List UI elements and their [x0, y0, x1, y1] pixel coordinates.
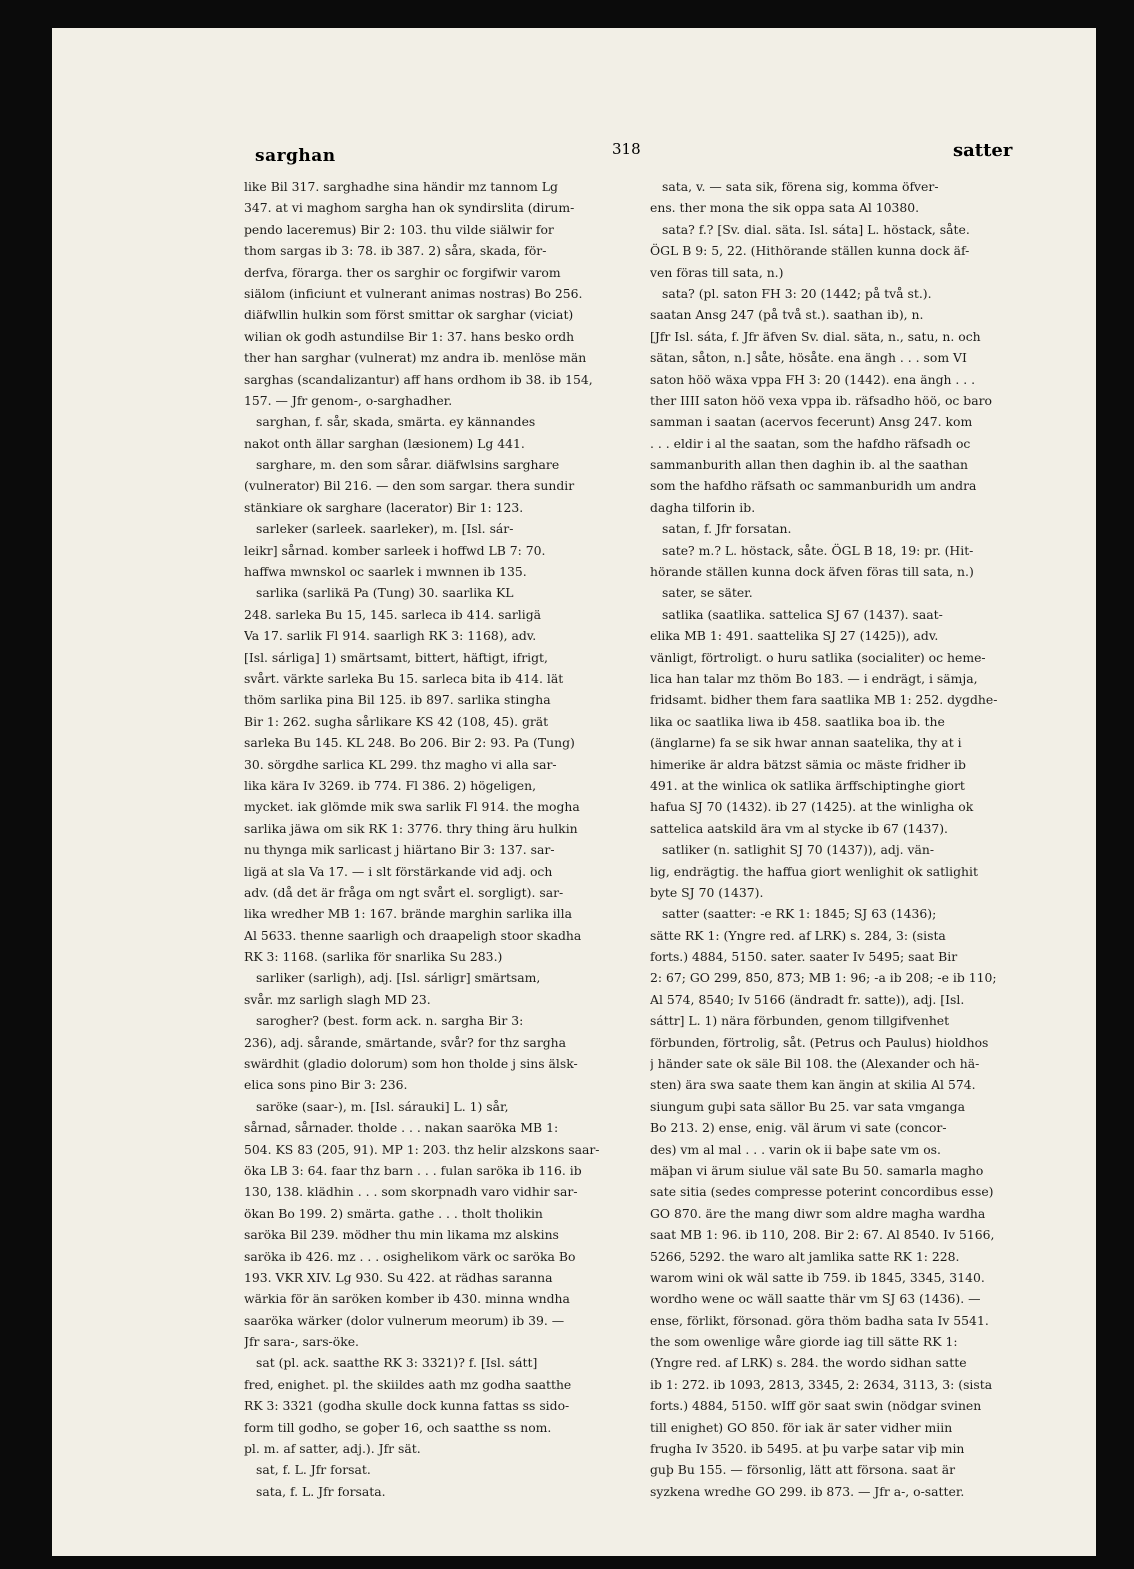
text-line: sårnad, sårnader. tholde . . . nakan saaröka MB 1:	[244, 1120, 559, 1136]
left-column	[244, 176, 632, 1502]
text-line: 130, 138. klädhin . . . som skorpnadh varo vidhir sar-	[244, 1184, 578, 1200]
text-line: 504. KS 83 (205, 91). MP 1: 203. thz helir alzskons saar-	[244, 1141, 600, 1157]
text-line: haffwa mwnskol oc saarlek i mwnnen ib 135.	[244, 564, 527, 580]
text-line: lika oc saatlika liwa ib 458. saatlika boa ib. the	[650, 713, 945, 729]
text-line: sätan, såton, n.] såte, hösåte. ena ängh . . . som VI	[650, 350, 967, 366]
text-line: forts.) 4884, 5150. wIff gör saat swin (nödgar svinen	[650, 1398, 982, 1414]
text-line: derfva, förarga. ther os sarghir oc forgifwir varom	[244, 264, 561, 280]
text-line: 236), adj. sårande, smärtande, svår? for thz sargha	[244, 1034, 567, 1050]
text-line: wilian ok godh astundilse Bir 1: 37. hans besko ordh	[244, 328, 575, 344]
text-line: . . . eldir i al the saatan, som the hafdho räfsadh oc	[650, 435, 971, 451]
text-line: saat MB 1: 96. ib 110, 208. Bir 2: 67. Al 8540. Iv 5166,	[650, 1227, 995, 1243]
text-line: satter (saatter: -e RK 1: 1845; SJ 63 (1436);	[662, 906, 937, 922]
text-line: sarogher? (best. form ack. n. sargha Bir 3:	[256, 1013, 524, 1029]
text-line: [Jfr Isl. sáta, f. Jfr äfven Sv. dial. säta, n., satu, n. och	[650, 328, 981, 344]
text-line: hafua SJ 70 (1432). ib 27 (1425). at the winligha ok	[650, 799, 974, 815]
text-line: 157. — Jfr genom-, o-sarghadher.	[244, 392, 453, 408]
text-line: Va 17. sarlik Fl 914. saarligh RK 3: 1168), adv.	[244, 628, 537, 644]
text-line: (änglarne) fa se sik hwar annan saatelika, thy at i	[650, 735, 962, 751]
text-line: vänligt, förtroligt. o huru satlika (socialiter) oc heme-	[650, 649, 986, 665]
text-line: sarliker (sarligh), adj. [Isl. sárligr] smärtsam,	[256, 970, 541, 986]
text-line: swärdhit (gladio dolorum) som hon tholde j sins älsk-	[244, 1056, 578, 1072]
text-line: mäþan vi ärum siulue väl sate Bu 50. samarla magho	[650, 1162, 984, 1178]
text-line: pendo laceremus) Bir 2: 103. thu vilde siälwir for	[244, 221, 554, 237]
header-last-word: satter	[953, 140, 1013, 161]
text-line: svår. mz sarligh slagh MD 23.	[244, 991, 431, 1007]
page-header	[52, 140, 1096, 170]
text-line: (Yngre red. af LRK) s. 284. the wordo sidhan satte	[650, 1355, 967, 1371]
text-line: adv. (då det är fråga om ngt svårt el. sorgligt). sar-	[244, 884, 564, 900]
text-line: saatan Ansg 247 (på två st.). saathan ib), n.	[650, 307, 924, 323]
text-line: thom sargas ib 3: 78. ib 387. 2) såra, skada, för-	[244, 243, 547, 259]
text-line: ens. ther mona the sik oppa sata Al 10380.	[650, 200, 920, 216]
text-line: 248. sarleka Bu 15, 145. sarleca ib 414. sarligä	[244, 606, 542, 622]
text-line: satlika (saatlika. sattelica SJ 67 (1437). saat-	[662, 606, 943, 622]
text-line: sarghare, m. den som sårar. diäfwlsins sarghare	[256, 457, 560, 473]
text-line: sarleka Bu 145. KL 248. Bo 206. Bir 2: 93. Pa (Tung)	[244, 735, 575, 751]
text-line: wordho wene oc wäll saatte thär vm SJ 63 (1436). —	[650, 1291, 981, 1307]
text-line: wärkia för än saröken komber ib 430. minna wndha	[244, 1291, 570, 1307]
text-line: warom wini ok wäl satte ib 759. ib 1845, 3345, 3140.	[650, 1269, 985, 1285]
header-first-word: sarghan	[255, 146, 336, 166]
text-line: sata? (pl. saton FH 3: 20 (1442; på två st.).	[662, 285, 932, 301]
text-line: elika MB 1: 491. saattelika SJ 27 (1425)), adv.	[650, 628, 939, 644]
text-line: sat, f. L. Jfr forsat.	[256, 1462, 371, 1478]
text-line: RK 3: 1168. (sarlika för snarlika Su 283.)	[244, 949, 503, 965]
text-line: nu thynga mik sarlicast j hiärtano Bir 3: 137. sar-	[244, 842, 555, 858]
text-line: nakot onth ällar sarghan (læsionem) Lg 441.	[244, 435, 525, 451]
text-line: ligä at sla Va 17. — i slt förstärkande vid adj. och	[244, 863, 553, 879]
text-line: guþ Bu 155. — försonlig, lätt att försona. saat är	[650, 1462, 956, 1478]
text-line: siälom (inficiunt et vulnerant animas nostras) Bo 256.	[244, 285, 583, 301]
text-line: diäfwllin hulkin som först smittar ok sarghar (viciat)	[244, 307, 574, 323]
text-line: sarlika (sarlikä Pa (Tung) 30. saarlika KL	[256, 585, 514, 601]
text-line: hörande ställen kunna dock äfven föras till sata, n.)	[650, 564, 974, 580]
text-line: öka LB 3: 64. faar thz barn . . . fulan saröka ib 116. ib	[244, 1162, 582, 1178]
text-line: sate? m.? L. höstack, såte. ÖGL B 18, 19: pr. (Hit-	[662, 542, 974, 558]
text-line: 193. VKR XIV. Lg 930. Su 422. at rädhas saranna	[244, 1269, 553, 1285]
text-line: sarleker (sarleek. saarleker), m. [Isl. sár-	[256, 521, 514, 537]
text-line: till enighet) GO 850. för iak är sater vidher miin	[650, 1419, 953, 1435]
text-line: sata, v. — sata sik, förena sig, komma öfver-	[662, 179, 939, 194]
text-line: lica han talar mz thöm Bo 183. — i endrägt, i sämja,	[650, 670, 978, 686]
text-line: syzkena wredhe GO 299. ib 873. — Jfr a-, o-satter.	[650, 1483, 965, 1499]
text-line: leikr] sårnad. komber sarleek i hoffwd LB 7: 70.	[244, 542, 546, 558]
text-line: dagha tilforin ib.	[650, 499, 756, 515]
text-line: ib 1: 272. ib 1093, 2813, 3345, 2: 2634, 3113, 3: (sista	[650, 1376, 993, 1392]
text-line: samman i saatan (acervos fecerunt) Ansg 247. kom	[650, 414, 973, 430]
text-line: form till godho, se goþer 16, och saatthe ss nom.	[244, 1419, 552, 1435]
text-line: sarghas (scandalizantur) aff hans ordhom ib 38. ib 154,	[244, 371, 593, 387]
text-line: ökan Bo 199. 2) smärta. gathe . . . tholt tholikin	[244, 1205, 543, 1221]
text-line: j händer sate ok säle Bil 108. the (Alexander och hä-	[650, 1056, 980, 1072]
text-line: satan, f. Jfr forsatan.	[662, 521, 792, 537]
text-line: sate sitia (sedes compresse poterint concordibus esse)	[650, 1184, 994, 1200]
text-line: sätte RK 1: (Yngre red. af LRK) s. 284, 3: (sista	[650, 927, 946, 943]
text-line: himerike är aldra bätzst sämia oc mäste fridher ib	[650, 756, 966, 772]
text-line: pl. m. af satter, adj.). Jfr sät.	[244, 1441, 421, 1457]
text-line: förbunden, förtrolig, såt. (Petrus och Paulus) hioldhos	[650, 1034, 989, 1050]
right-column	[650, 176, 1038, 1502]
text-line: sammanburith allan then daghin ib. al the saathan	[650, 457, 969, 473]
text-line: satliker (n. satlighit SJ 70 (1437)), adj. vän-	[662, 842, 935, 858]
text-line: lika kära Iv 3269. ib 774. Fl 386. 2) högeligen,	[244, 777, 537, 793]
text-line: 5266, 5292. the waro alt jamlika satte RK 1: 228.	[650, 1248, 960, 1264]
text-line: thöm sarlika pina Bil 125. ib 897. sarlika stingha	[244, 692, 551, 708]
text-line: frugha Iv 3520. ib 5495. at þu varþe satar viþ min	[650, 1441, 965, 1457]
text-line: byte SJ 70 (1437).	[650, 884, 764, 900]
text-line: Al 574, 8540; Iv 5166 (ändradt fr. satte)), adj. [Isl.	[650, 991, 965, 1007]
page-number: 318	[612, 140, 641, 158]
text-line: lig, endrägtig. the haffua giort wenlighit ok satlighit	[650, 863, 978, 879]
text-line: saröka Bil 239. mödher thu min likama mz alskins	[244, 1227, 559, 1243]
text-line: Al 5633. thenne saarligh och draapeligh stoor skadha	[244, 927, 582, 943]
text-line: saröka ib 426. mz . . . osighelikom värk oc saröka Bo	[244, 1248, 576, 1264]
text-line: the som owenlige wåre giorde iag till sätte RK 1:	[650, 1334, 958, 1350]
dictionary-page	[52, 28, 1096, 1556]
text-line: ense, förlikt, försonad. göra thöm badha sata Iv 5541.	[650, 1312, 989, 1328]
text-line: ven föras till sata, n.)	[650, 264, 784, 280]
text-line: ther han sarghar (vulnerat) mz andra ib. menlöse män	[244, 350, 587, 366]
text-line: sáttr] L. 1) nära förbunden, genom tillgifvenhet	[650, 1013, 950, 1029]
text-line: 491. at the winlica ok satlika ärffschiptinghe giort	[650, 777, 965, 793]
text-line: Bir 1: 262. sugha sårlikare KS 42 (108, 45). grät	[244, 713, 549, 729]
text-line: (vulnerator) Bil 216. — den som sargar. thera sundir	[244, 478, 575, 494]
text-line: sat (pl. ack. saatthe RK 3: 3321)? f. [Isl. sátt]	[256, 1355, 538, 1371]
text-line: ther IIII saton höö vexa vppa ib. räfsadho höö, oc baro	[650, 392, 992, 408]
text-line: GO 870. äre the mang diwr som aldre magha wardha	[650, 1205, 986, 1221]
text-line: sattelica aatskild ära vm al stycke ib 67 (1437).	[650, 820, 948, 836]
text-line: mycket. iak glömde mik swa sarlik Fl 914. the mogha	[244, 799, 580, 815]
text-line: fridsamt. bidher them fara saatlika MB 1: 252. dygdhe-	[650, 692, 998, 708]
text-line: fred, enighet. pl. the skiildes aath mz godha saatthe	[244, 1376, 572, 1392]
text-line: saröke (saar-), m. [Isl. sárauki] L. 1) sår,	[256, 1098, 509, 1114]
text-line: siungum guþi sata sällor Bu 25. var sata vmganga	[650, 1098, 966, 1114]
text-line: stänkiare ok sarghare (lacerator) Bir 1: 123.	[244, 499, 524, 515]
text-line: 30. sörgdhe sarlica KL 299. thz magho vi alla sar-	[244, 756, 557, 772]
text-line: sata? f.? [Sv. dial. säta. Isl. sáta] L. höstack, såte.	[662, 221, 970, 237]
text-line: som the hafdho räfsath oc sammanburidh um andra	[650, 478, 977, 494]
text-line: forts.) 4884, 5150. sater. saater Iv 5495; saat Bir	[650, 949, 958, 965]
text-line: RK 3: 3321 (godha skulle dock kunna fattas ss sido-	[244, 1398, 570, 1414]
text-line: elica sons pino Bir 3: 236.	[244, 1077, 408, 1093]
text-line: saton höö wäxa vppa FH 3: 20 (1442). ena ängh . . .	[650, 371, 976, 387]
text-line: ÖGL B 9: 5, 22. (Hithörande ställen kunna dock äf-	[650, 243, 970, 259]
text-line: 347. at vi maghom sargha han ok syndirslita (dirum-	[244, 200, 575, 216]
text-line: sarghan, f. sår, skada, smärta. ey kännandes	[256, 414, 536, 430]
text-line: saaröka wärker (dolor vulnerum meorum) ib 39. —	[244, 1312, 565, 1328]
text-line: sarlika jäwa om sik RK 1: 3776. thry thing äru hulkin	[244, 820, 578, 836]
text-line: lika wredher MB 1: 167. brände marghin sarlika illa	[244, 906, 572, 922]
text-line: sten) ära swa saate them kan ängin at skilia Al 574.	[650, 1077, 976, 1093]
text-line: Jfr sara-, sars-öke.	[244, 1334, 359, 1350]
text-line: des) vm al mal . . . varin ok ii baþe sate vm os.	[650, 1141, 941, 1157]
text-line: [Isl. sárliga] 1) smärtsamt, bittert, häftigt, ifrigt,	[244, 649, 548, 665]
text-line: sata, f. L. Jfr forsata.	[256, 1483, 386, 1499]
text-line: 2: 67; GO 299, 850, 873; MB 1: 96; -a ib 208; -e ib 110;	[650, 970, 997, 986]
text-line: sater, se säter.	[662, 585, 753, 601]
text-line: svårt. värkte sarleka Bu 15. sarleca bita ib 414. lät	[244, 670, 564, 686]
text-line: Bo 213. 2) ense, enig. väl ärum vi sate (concor-	[650, 1120, 947, 1136]
text-line: like Bil 317. sarghadhe sina händir mz tannom Lg	[244, 179, 558, 194]
